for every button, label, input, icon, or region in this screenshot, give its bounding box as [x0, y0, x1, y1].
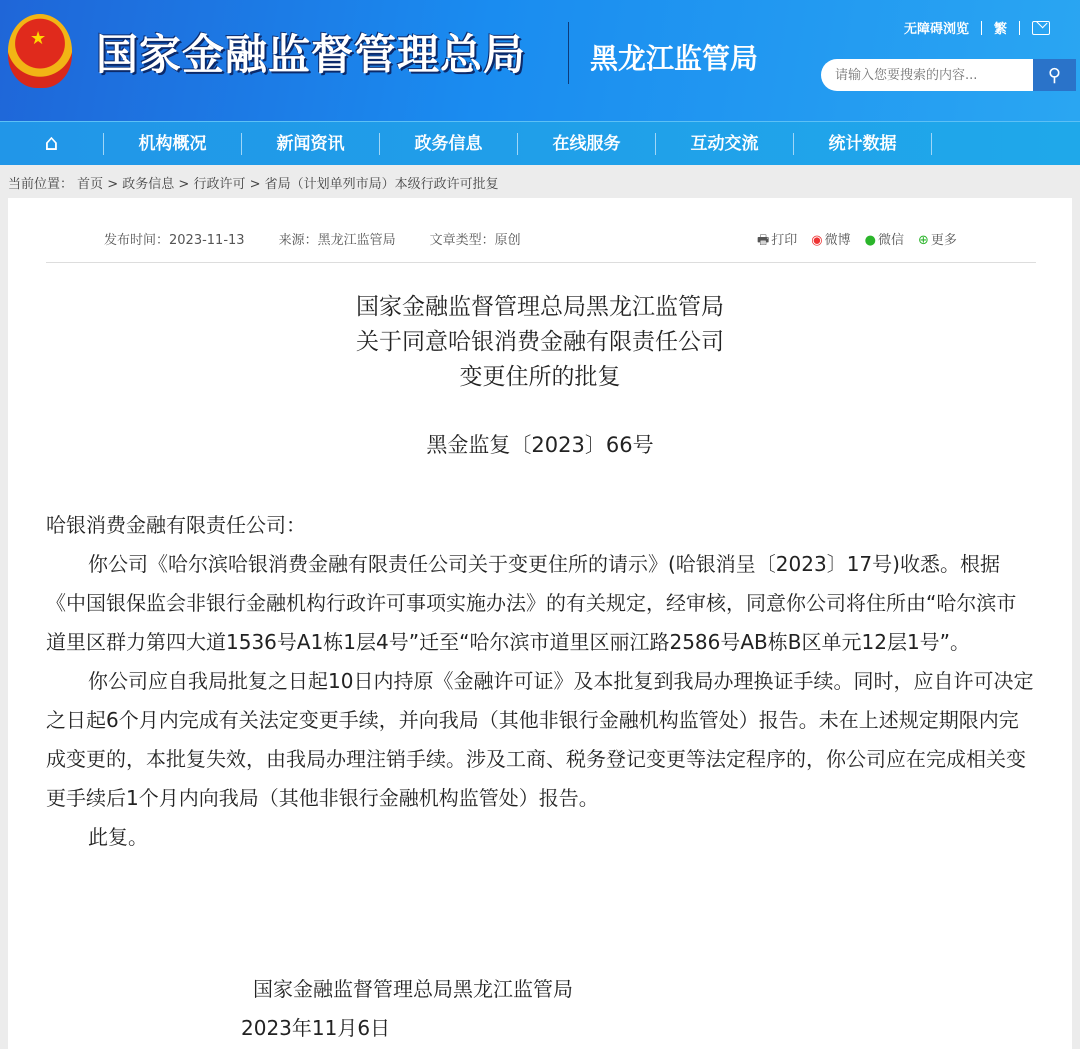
- more-button[interactable]: ⊕ 更多: [918, 233, 957, 248]
- article-body: [46, 506, 1036, 857]
- search-icon: ⚲: [1047, 64, 1062, 85]
- weibo-icon: ◉: [811, 233, 823, 248]
- paragraph: 此复。: [88, 825, 148, 849]
- signature: 国家金融监督管理总局黑龙江监管局: [253, 977, 573, 1001]
- title-line: 关于同意哈银消费金融有限责任公司: [356, 329, 724, 355]
- nav-item-about[interactable]: 机构概况: [103, 133, 241, 155]
- wechat-icon: ●: [864, 233, 876, 248]
- divider: [981, 21, 982, 35]
- article-title: [0, 290, 1080, 395]
- publish-date: 发布时间：2023-11-13: [104, 233, 245, 248]
- article-type: 文章类型：原创: [429, 233, 521, 248]
- search-button[interactable]: [1033, 59, 1076, 91]
- accessibility-link[interactable]: 无障碍浏览: [903, 22, 969, 37]
- paragraph: 你公司《哈尔滨哈银消费金融有限责任公司关于变更住所的请示》(哈银消呈〔2023〕17号)收悉。根据《中国银保监会非银行金融机构行政许可事项实施办法》的有关规定，经审核，同意你公司将住所由“哈尔滨市道里区群力第四大道1536号A1栋1层4号”迁至“哈尔滨市道里区丽江路2586号AB栋B区单元12层1号”。: [46, 552, 1017, 654]
- salutation: 哈银消费金融有限责任公司：: [46, 513, 306, 537]
- wechat-button[interactable]: ● 微信: [864, 233, 905, 248]
- print-button[interactable]: 🖶 打印: [757, 233, 798, 248]
- breadcrumb[interactable]: 当前位置： 首页 > 政务信息 > 行政许可 > 省局（计划单列市局）本级行政许可批复: [8, 177, 499, 192]
- divider: [1019, 21, 1020, 35]
- branch-title: 黑龙江监管局: [590, 42, 759, 75]
- main-nav: [0, 121, 1080, 165]
- weibo-button[interactable]: ◉ 微博: [811, 233, 851, 248]
- nav-item-online-services[interactable]: 在线服务: [517, 133, 655, 155]
- nav-item-interaction[interactable]: 互动交流: [655, 133, 793, 155]
- home-icon[interactable]: ⌂: [44, 131, 59, 156]
- printer-icon: 🖶: [757, 233, 770, 248]
- search-box: [821, 59, 1076, 91]
- site-title[interactable]: 国家金融监督管理总局: [96, 30, 527, 79]
- nav-item-news[interactable]: 新闻资讯: [241, 133, 379, 155]
- divider: [46, 262, 1036, 263]
- document-number: 黑金监复〔2023〕66号: [426, 433, 654, 457]
- nav-item-government-info[interactable]: 政务信息: [379, 133, 517, 155]
- mail-icon[interactable]: [1032, 21, 1050, 35]
- national-emblem-logo: ★: [8, 14, 72, 88]
- site-header: [0, 0, 1080, 121]
- title-line: 变更住所的批复: [459, 364, 621, 390]
- share-bar: [757, 229, 957, 253]
- title-divider: [568, 22, 569, 84]
- sign-date: 2023年11月6日: [241, 1016, 391, 1040]
- traditional-chinese-link[interactable]: 繁: [993, 22, 1007, 37]
- nav-item-statistics[interactable]: 统计数据: [793, 133, 931, 155]
- search-input[interactable]: [821, 59, 1033, 91]
- title-line: 国家金融监督管理总局黑龙江监管局: [356, 294, 724, 320]
- plus-circle-icon: ⊕: [918, 233, 929, 248]
- source: 来源：黑龙江监管局: [278, 233, 396, 248]
- paragraph: 你公司应自我局批复之日起10日内持原《金融许可证》及本批复到我局办理换证手续。同时，应自许可决定之日起6个月内完成有关法定变更手续，并向我局（其他非银行金融机构监管处）报告。未在上述规定期限内完成变更的，本批复失效，由我局办理注销手续。涉及工商、税务登记变更等法定程序的，你公司应在完成相关变更手续后1个月内向我局（其他非银行金融机构监管处）报告。: [46, 669, 1034, 810]
- divider: [931, 133, 932, 155]
- article-meta: [104, 229, 521, 248]
